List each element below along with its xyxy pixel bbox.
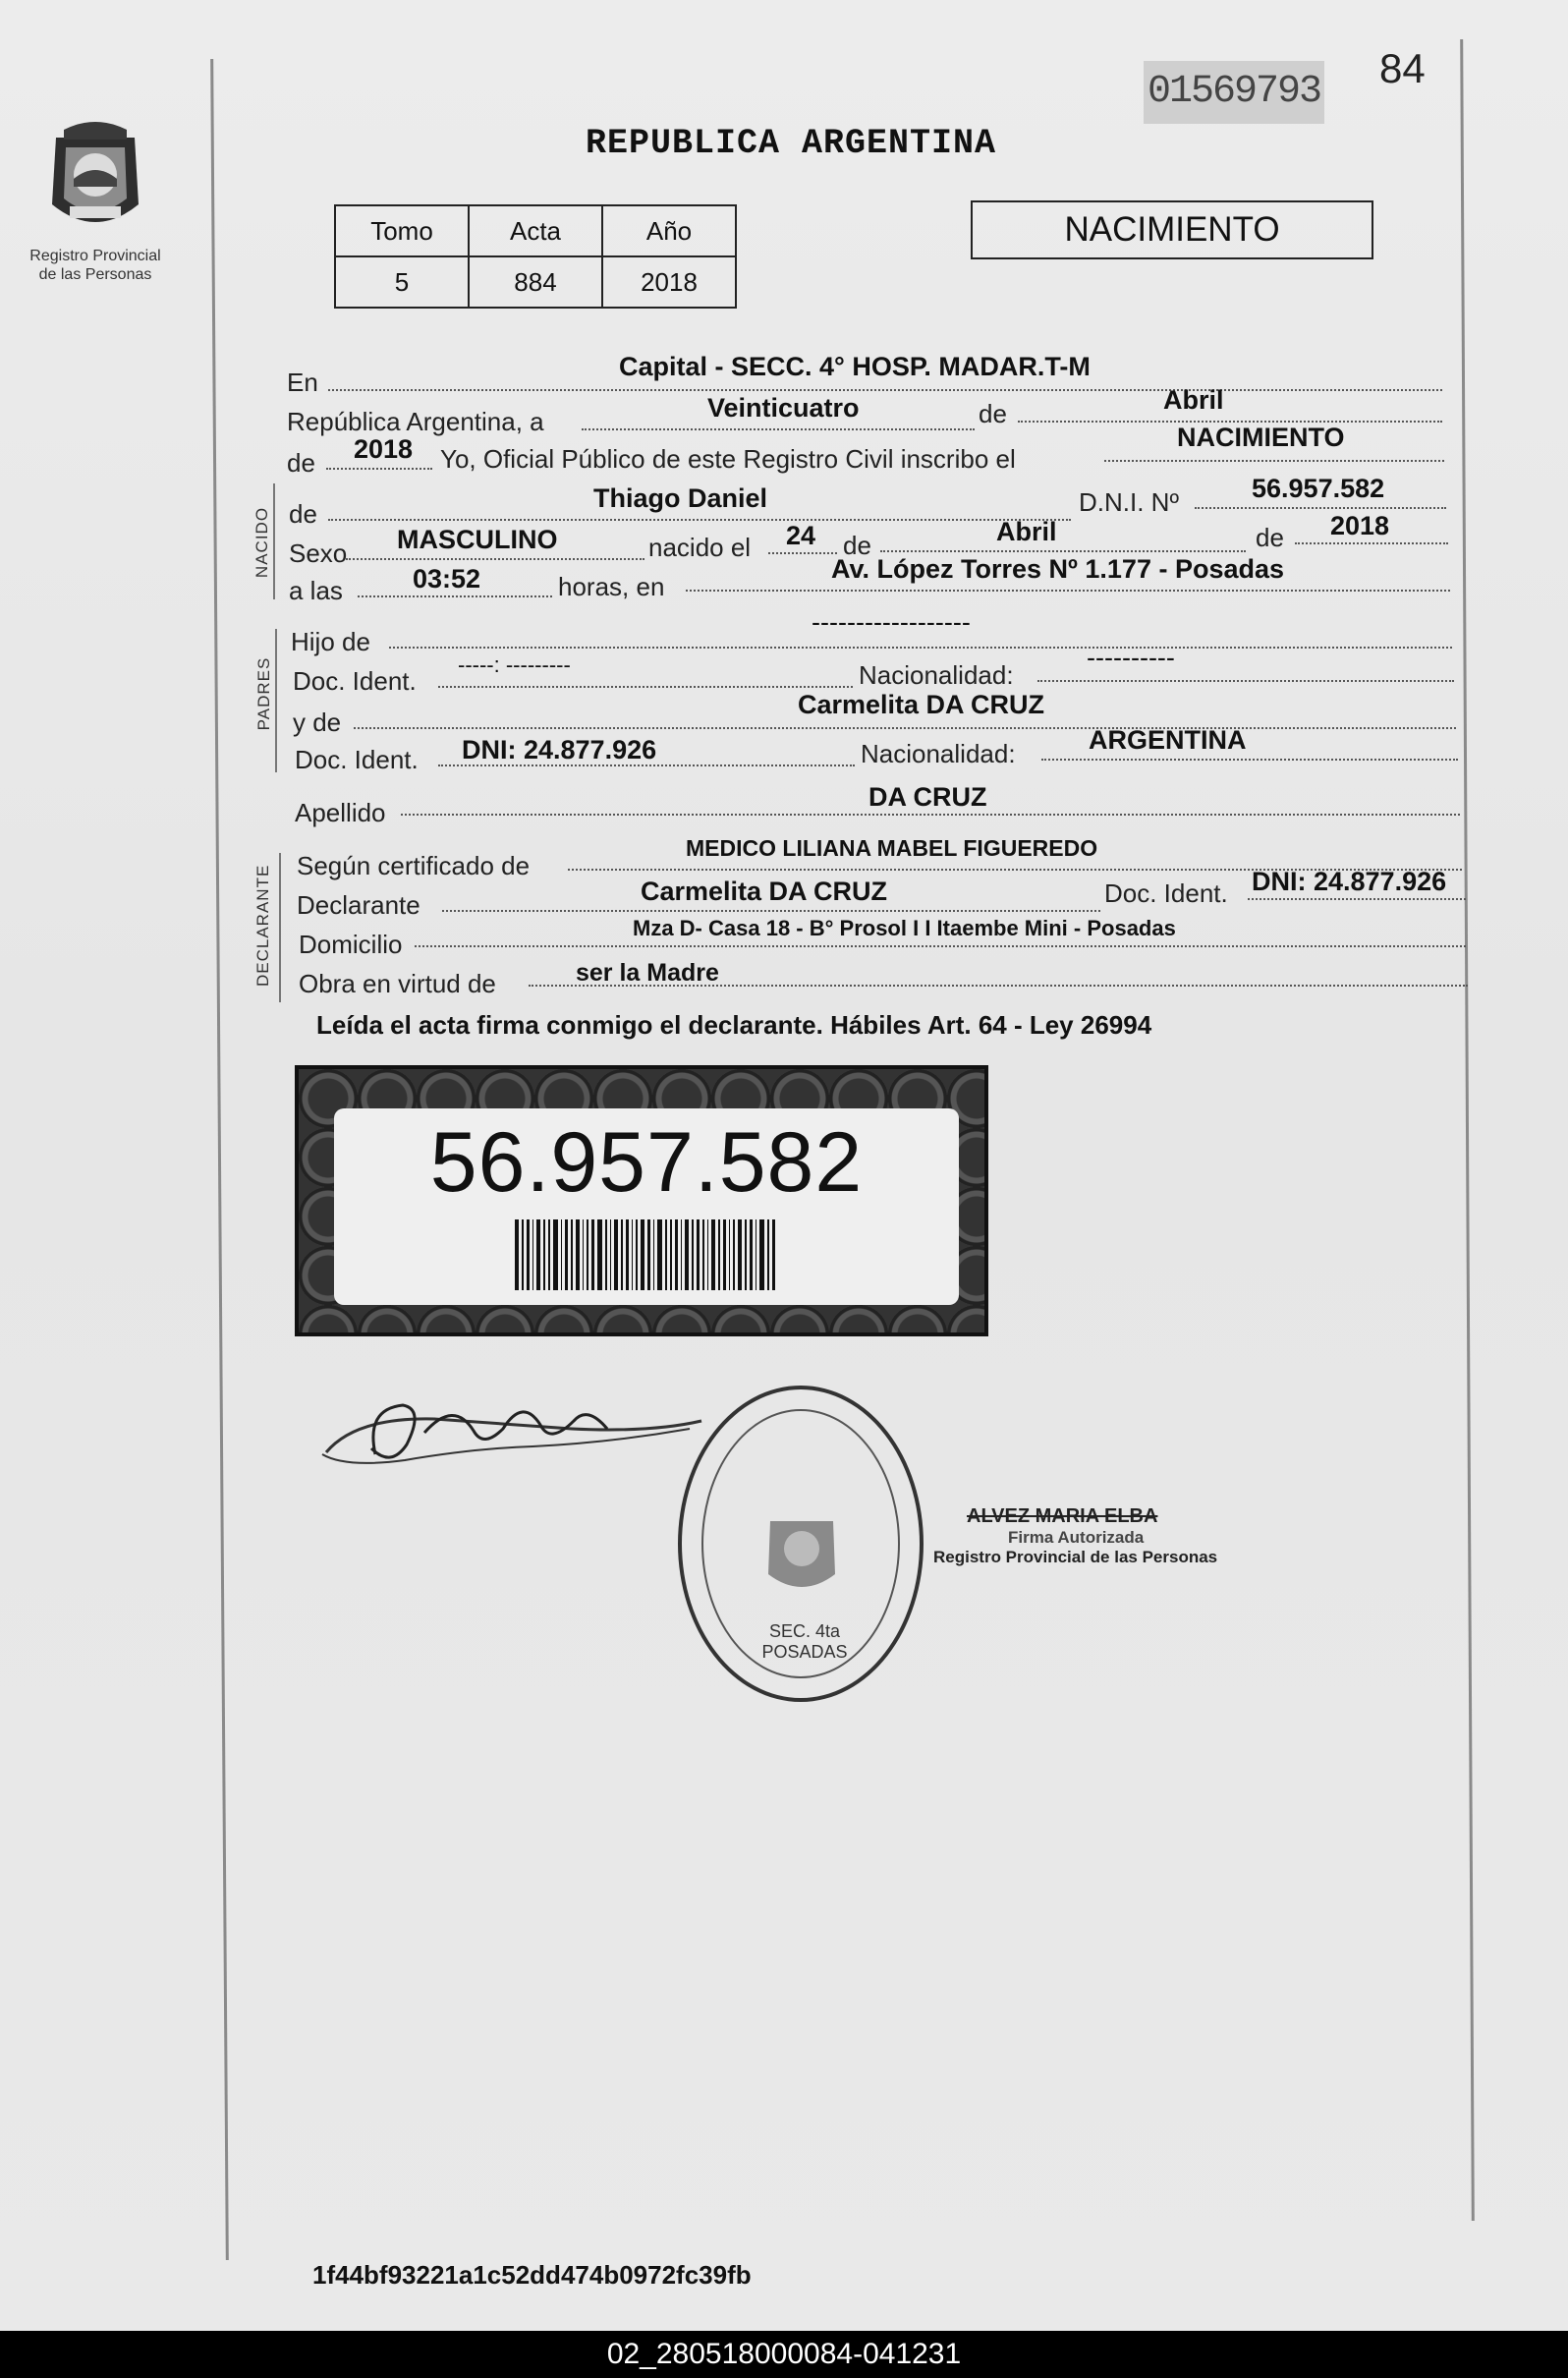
label-de: de — [289, 499, 317, 529]
dotted-line — [1248, 898, 1466, 900]
barcode-bar — [522, 1219, 524, 1290]
barcode-bar — [675, 1219, 678, 1290]
barcode-bar — [685, 1219, 689, 1290]
label-doc-ident: Doc. Ident. — [293, 666, 417, 696]
child-name: Thiago Daniel — [593, 483, 768, 513]
official-org: Registro Provincial de las Personas — [933, 1548, 1218, 1566]
barcode-bar — [772, 1219, 775, 1290]
dotted-line — [438, 686, 853, 688]
label-y-de: y de — [293, 708, 342, 737]
dotted-line — [326, 468, 432, 470]
serial-number: 01569793 — [1144, 61, 1324, 124]
value-anio: 2018 — [602, 256, 736, 308]
dotted-line — [401, 814, 1460, 816]
barcode-bar — [697, 1219, 700, 1290]
barcode-bar — [548, 1219, 550, 1290]
label-de: de — [287, 448, 315, 478]
barcode-bar — [729, 1219, 730, 1290]
side-label-nacido: NACIDO — [252, 506, 271, 579]
dotted-line — [346, 558, 644, 560]
barcode-bar — [647, 1219, 650, 1290]
barcode-bar — [670, 1219, 672, 1290]
logo-caption-line1: Registro Provincial — [29, 248, 161, 264]
registry-stamp — [678, 1386, 924, 1702]
label-nacido-el: nacido el — [648, 533, 752, 562]
barcode-bar — [605, 1219, 607, 1290]
barcode-bar — [553, 1219, 558, 1290]
stamp-sec-text: SEC. 4ta POSADAS — [761, 1621, 848, 1662]
birth-month: Abril — [996, 517, 1057, 546]
declarant-signature-icon — [316, 1370, 709, 1478]
registration-month: Abril — [1163, 385, 1224, 415]
barcode-bar — [767, 1219, 769, 1290]
file-label: 02_280518000084-041231 — [0, 2331, 1568, 2378]
barcode-bar — [632, 1219, 633, 1290]
barcode-bar — [626, 1219, 629, 1290]
dni-sticker-number: 56.957.582 — [429, 1115, 864, 1210]
label-republica: República Argentina, a — [287, 407, 544, 436]
dotted-line — [1037, 680, 1454, 682]
label-hijo-de: Hijo de — [291, 627, 370, 656]
barcode-bar — [614, 1219, 618, 1290]
dotted-line — [1104, 460, 1444, 462]
barcode-bar — [707, 1219, 708, 1290]
logo-caption — [22, 247, 169, 284]
dotted-line — [442, 910, 1100, 912]
label-sexo: Sexo — [289, 538, 348, 568]
barcode-bar — [750, 1219, 753, 1290]
registration-place: Capital - SECC. 4° HOSP. MADAR.T-M — [619, 352, 1091, 381]
barcode-bar — [692, 1219, 694, 1290]
birth-year: 2018 — [1330, 511, 1390, 540]
mother-doc: DNI: 24.877.926 — [462, 735, 657, 764]
barcode-bar — [653, 1219, 654, 1290]
dotted-line — [880, 550, 1246, 552]
child-sex: MASCULINO — [397, 525, 558, 554]
barcode-bar — [665, 1219, 667, 1290]
side-label-declarante: DECLARANTE — [253, 864, 272, 987]
barcode-bar — [576, 1219, 580, 1290]
header-tomo: Tomo — [335, 205, 469, 256]
dotted-line — [354, 727, 1456, 729]
barcode-bar — [681, 1219, 682, 1290]
dotted-line — [358, 595, 552, 597]
legal-statement: Leída el acta firma conmigo el declarante. Hábiles Art. 64 - Ley 26994 — [316, 1010, 1152, 1040]
label-doc-ident: Doc. Ident. — [295, 745, 419, 774]
label-inscribo: Yo, Oficial Público de este Registro Civil inscribo el — [440, 444, 1016, 474]
father-name: ------------------ — [812, 607, 971, 637]
birth-day: 24 — [786, 521, 816, 550]
value-acta: 884 — [469, 256, 602, 308]
father-doc: -----: --------- — [458, 652, 571, 677]
dni-sticker-label — [334, 1108, 959, 1305]
label-apellido: Apellido — [295, 798, 386, 827]
header-acta: Acta — [469, 205, 602, 256]
barcode-bar — [738, 1219, 742, 1290]
official-name: ALVEZ MARIA ELBA — [967, 1505, 1158, 1527]
barcode-bar — [591, 1219, 594, 1290]
official-signature-block — [933, 1505, 1217, 1567]
label-de: de — [843, 531, 871, 560]
barcode-bar — [610, 1219, 611, 1290]
inscribed-event: NACIMIENTO — [1177, 423, 1345, 452]
barcode-bar — [711, 1219, 715, 1290]
barcode-bar — [536, 1219, 540, 1290]
barcode-bar — [565, 1219, 568, 1290]
section-divider — [275, 629, 277, 772]
barcode-bar — [597, 1219, 602, 1290]
dotted-line — [1041, 759, 1458, 761]
child-dni: 56.957.582 — [1252, 474, 1385, 503]
barcode-bar — [515, 1219, 519, 1290]
barcode-bar — [657, 1219, 662, 1290]
declarant-doc: DNI: 24.877.926 — [1252, 867, 1447, 896]
barcode-bar — [561, 1219, 562, 1290]
dotted-line — [328, 519, 1071, 521]
barcode-icon — [450, 1219, 843, 1290]
label-declarante: Declarante — [297, 890, 420, 920]
dotted-line — [389, 647, 1452, 649]
official-role: Firma Autorizada — [1008, 1528, 1145, 1547]
record-table-value-row — [335, 256, 736, 308]
birth-place: Av. López Torres Nº 1.177 - Posadas — [831, 554, 1285, 584]
child-surname: DA CRUZ — [868, 782, 987, 812]
dotted-line — [415, 945, 1466, 947]
barcode-bar — [532, 1219, 533, 1290]
barcode-bar — [733, 1219, 735, 1290]
declarant-name: Carmelita DA CRUZ — [641, 877, 888, 906]
label-nacionalidad: Nacionalidad: — [859, 660, 1014, 690]
stamp-emblem-icon — [762, 1505, 841, 1604]
mother-name: Carmelita DA CRUZ — [798, 690, 1045, 719]
barcode-bar — [527, 1219, 530, 1290]
barcode-bar — [759, 1219, 764, 1290]
barcode-bar — [571, 1219, 573, 1290]
section-divider — [273, 483, 275, 599]
barcode-bar — [718, 1219, 720, 1290]
label-doc-ident: Doc. Ident. — [1104, 878, 1228, 908]
registry-logo — [22, 110, 169, 284]
label-en: En — [287, 368, 318, 397]
barcode-bar — [621, 1219, 623, 1290]
label-domicilio: Domicilio — [299, 930, 403, 959]
side-label-padres: PADRES — [254, 656, 273, 731]
barcode-bar — [641, 1219, 644, 1290]
barcode-bar — [723, 1219, 726, 1290]
document-title: REPUBLICA ARGENTINA — [586, 124, 997, 163]
label-horas-en: horas, en — [558, 572, 665, 601]
misiones-seal-icon — [44, 110, 146, 236]
section-divider — [279, 853, 281, 1002]
declarant-capacity: ser la Madre — [576, 959, 719, 987]
label-de: de — [1256, 523, 1284, 552]
medical-certificate: MEDICO LILIANA MABEL FIGUEREDO — [686, 835, 1098, 861]
record-table — [334, 204, 737, 309]
father-nationality: ---------- — [1087, 643, 1175, 672]
mother-nationality: ARGENTINA — [1089, 725, 1247, 755]
left-margin-line — [210, 59, 229, 2260]
header-anio: Año — [602, 205, 736, 256]
barcode-bar — [745, 1219, 747, 1290]
act-type-box: NACIMIENTO — [971, 200, 1373, 259]
label-segun-certificado: Según certificado de — [297, 851, 531, 880]
barcode-bar — [587, 1219, 588, 1290]
barcode-bar — [543, 1219, 545, 1290]
dotted-line — [686, 590, 1450, 592]
value-tomo: 5 — [335, 256, 469, 308]
dotted-line — [1195, 507, 1446, 509]
dotted-line — [328, 389, 1442, 391]
dotted-line — [1295, 542, 1448, 544]
logo-caption-line2: de las Personas — [38, 266, 152, 283]
document-hash: 1f44bf93221a1c52dd474b0972fc39fb — [312, 2260, 752, 2290]
dni-sticker — [295, 1065, 988, 1336]
stamp-inner-ring — [701, 1409, 900, 1678]
dotted-line — [582, 428, 975, 430]
label-dni: D.N.I. Nº — [1079, 487, 1179, 517]
page-number: 84 — [1379, 45, 1426, 91]
right-margin-line — [1460, 39, 1475, 2221]
registration-year: 2018 — [354, 434, 414, 464]
barcode-bar — [583, 1219, 584, 1290]
declarant-address: Mza D- Casa 18 - B° Prosol I I Itaembe Mini - Posadas — [633, 916, 1176, 940]
label-obra: Obra en virtud de — [299, 969, 496, 998]
registration-day: Veinticuatro — [707, 393, 860, 423]
barcode-bar — [636, 1219, 638, 1290]
label-nacionalidad: Nacionalidad: — [861, 739, 1016, 768]
record-table-header-row — [335, 205, 736, 256]
birth-time: 03:52 — [413, 564, 481, 594]
label-a-las: a las — [289, 576, 343, 605]
dotted-line — [768, 552, 837, 554]
barcode-bar — [702, 1219, 704, 1290]
label-de: de — [979, 399, 1007, 428]
